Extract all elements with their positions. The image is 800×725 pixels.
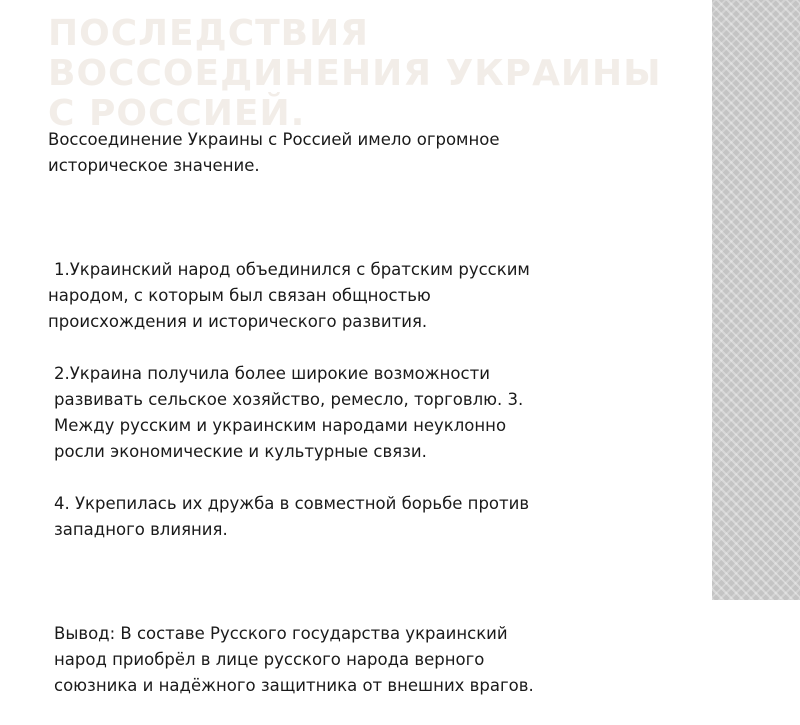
decorative-side-strip — [712, 0, 800, 600]
list-item-1: 1.Украинский народ объединился с братским русским народом, с которым был связан общностью происхождения и исторического развития. — [48, 260, 530, 331]
intro-paragraph: Воссоединение Украины с Россией имело огромное историческое значение. — [48, 130, 500, 175]
slide-body — [48, 101, 688, 725]
paragraph-spacer — [48, 205, 688, 231]
list-item-2: 2.Украина получила более широкие возможности развивать сельское хозяйство, ремесло, торговлю. 3. Между русским и украинским народами неуклонно росли экономические и культурные связи. — [54, 364, 524, 461]
conclusion-paragraph: Вывод: В составе Русского государства украинский народ приобрёл в лице русского народа верного союзника и надёжного защитника от внешних врагов. — [54, 624, 534, 695]
slide-title: ПОСЛЕДСТВИЯ ВОССОЕДИНЕНИЯ УКРАИНЫ С РОССИЕЙ. — [48, 13, 662, 134]
paragraph-spacer — [48, 569, 688, 595]
list-item-3: 4. Укрепилась их дружба в совместной борьбе против западного влияния. — [54, 494, 530, 539]
